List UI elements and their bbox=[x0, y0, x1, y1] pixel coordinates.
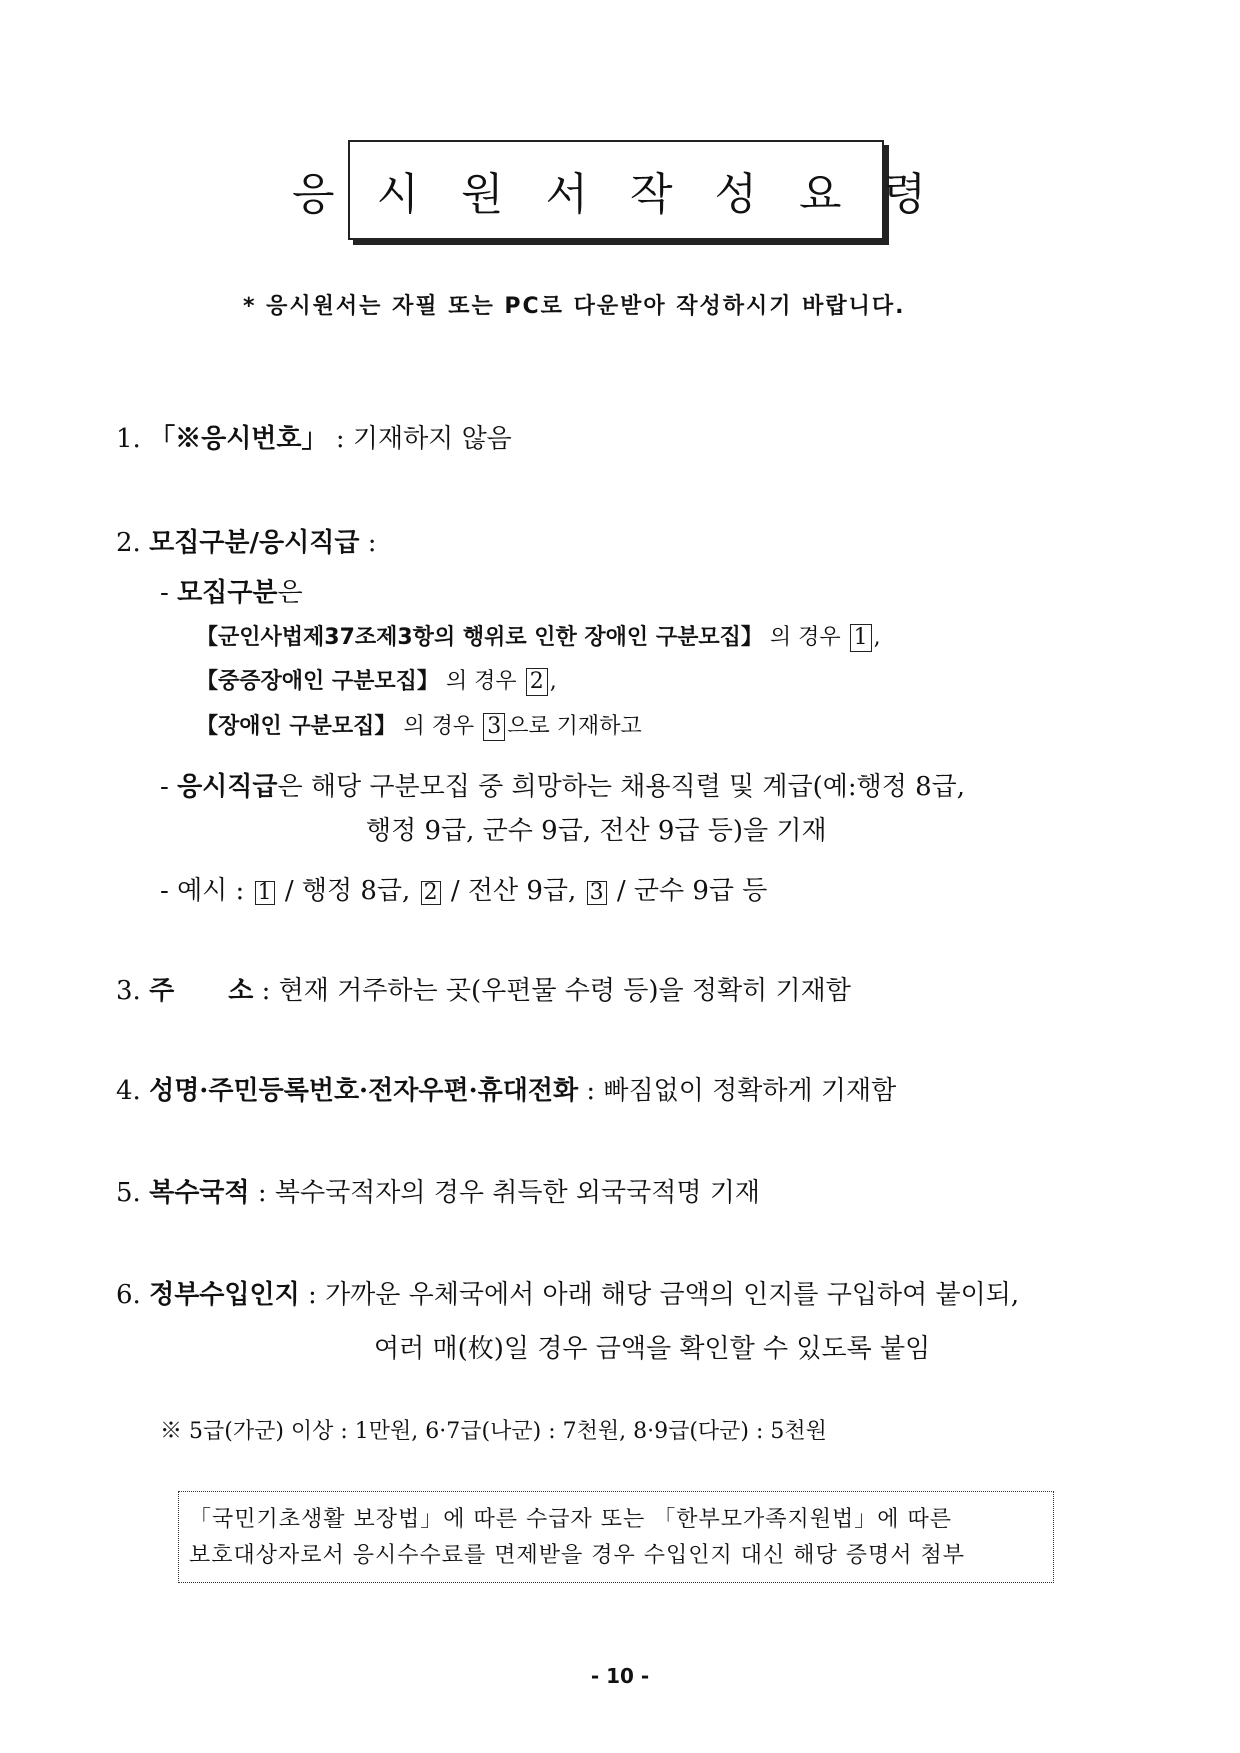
example-box-2: 2 bbox=[421, 881, 441, 905]
item-4-label: 성명·주민등록번호·전자우편·휴대전화 bbox=[149, 1076, 579, 1106]
page-title: 응 시 원 서 작 성 요 령 bbox=[348, 140, 884, 240]
recruit-1-bold: 【군인사법제37조제3항의 행위로 인한 장애인 구분모집】 bbox=[196, 625, 763, 650]
page-number: - 10 - bbox=[590, 1664, 650, 1688]
item-5-label: 복수국적 bbox=[149, 1178, 250, 1208]
item-3 bbox=[116, 976, 851, 1006]
example-text-2: / 전산 9급, bbox=[450, 876, 577, 906]
sub2-label: 응시직급 bbox=[177, 772, 278, 802]
item-1-label: 「※응시번호」 bbox=[149, 424, 328, 454]
sub2-text: 은 해당 구분모집 중 희망하는 채용직렬 및 계급(예:행정 8급, bbox=[277, 772, 966, 802]
recruit-2-text: 의 경우 bbox=[445, 669, 517, 694]
item-2-sub1 bbox=[160, 578, 303, 608]
item-2-sub2 bbox=[160, 772, 965, 802]
item-2-label: 모집구분/응시직급 bbox=[149, 528, 360, 558]
item-5-text: : 복수국적자의 경우 취득한 외국국적명 기재 bbox=[257, 1178, 760, 1208]
recruit-2-bold: 【중증장애인 구분모집】 bbox=[196, 669, 439, 694]
recruit-line-2 bbox=[196, 668, 557, 696]
item-6-text: : 가까운 우체국에서 아래 해당 금액의 인지를 구입하여 붙이되, bbox=[308, 1280, 1020, 1310]
recruit-3-bold: 【장애인 구분모집】 bbox=[196, 714, 397, 739]
fee-note: ※ 5급(가군) 이상 : 1만원, 6·7급(나군) : 7천원, 8·9급(다군) : 5천원 bbox=[160, 1419, 827, 1444]
item-6 bbox=[116, 1280, 1019, 1310]
item-2-colon: : bbox=[367, 528, 377, 558]
recruit-1-text: 의 경우 bbox=[769, 625, 841, 650]
recruit-2-box: 2 bbox=[526, 668, 548, 696]
sub1-label: 모집구분 bbox=[177, 578, 278, 608]
item-5 bbox=[116, 1178, 760, 1208]
sub1-suffix: 은 bbox=[277, 578, 303, 608]
item-4 bbox=[116, 1076, 896, 1106]
item-1 bbox=[116, 424, 512, 454]
example-text-3: / 군수 9급 등 bbox=[616, 876, 768, 906]
comma: , bbox=[549, 669, 557, 694]
item-1-number: 1. bbox=[116, 424, 141, 454]
exemption-line-1: 「국민기초생활 보장법」에 따른 수급자 또는 「한부모가족지원법」에 따른 bbox=[189, 1507, 953, 1532]
exemption-box bbox=[178, 1491, 1054, 1583]
item-4-text: : 빠짐없이 정확하게 기재함 bbox=[586, 1076, 897, 1106]
item-2-example bbox=[160, 876, 767, 906]
item-5-number: 5. bbox=[116, 1178, 141, 1208]
item-6-label: 정부수입인지 bbox=[149, 1280, 300, 1310]
recruit-3-box: 3 bbox=[483, 713, 505, 741]
item-2-heading bbox=[116, 528, 377, 558]
recruit-3-tail: 으로 기재하고 bbox=[507, 714, 642, 739]
item-4-number: 4. bbox=[116, 1076, 141, 1106]
item-1-text: : 기재하지 않음 bbox=[335, 424, 512, 454]
item-3-number: 3. bbox=[116, 976, 141, 1006]
item-3-label-a: 주 bbox=[149, 976, 175, 1006]
item-6-number: 6. bbox=[116, 1280, 141, 1310]
example-prefix: 예시 : bbox=[177, 876, 245, 906]
recruit-line-3 bbox=[196, 713, 642, 741]
item-2-number: 2. bbox=[116, 528, 141, 558]
dash: - bbox=[160, 772, 169, 802]
recruit-line-1 bbox=[196, 624, 881, 652]
item-3-text: : 현재 거주하는 곳(우편물 수령 등)을 정확히 기재함 bbox=[261, 976, 851, 1006]
example-box-3: 3 bbox=[587, 881, 607, 905]
dash: - bbox=[160, 578, 169, 608]
dash: - bbox=[160, 876, 169, 906]
recruit-3-text: 의 경우 bbox=[403, 714, 475, 739]
item-6-cont: 여러 매(枚)일 경우 금액을 확인할 수 있도록 붙임 bbox=[374, 1334, 931, 1364]
exemption-line-2: 보호대상자로서 응시수수료를 면제받을 경우 수입인지 대신 해당 증명서 첨부 bbox=[189, 1543, 966, 1568]
example-box-1: 1 bbox=[255, 881, 275, 905]
example-text-1: / 행정 8급, bbox=[284, 876, 411, 906]
item-3-label-b: 소 bbox=[228, 976, 254, 1006]
instruction-note: * 응시원서는 자필 또는 PC로 다운받아 작성하시기 바랍니다. bbox=[243, 294, 906, 319]
item-2-sub2-cont: 행정 9급, 군수 9급, 전산 9급 등)을 기재 bbox=[366, 816, 827, 846]
recruit-1-box: 1 bbox=[850, 624, 872, 652]
comma: , bbox=[873, 625, 881, 650]
